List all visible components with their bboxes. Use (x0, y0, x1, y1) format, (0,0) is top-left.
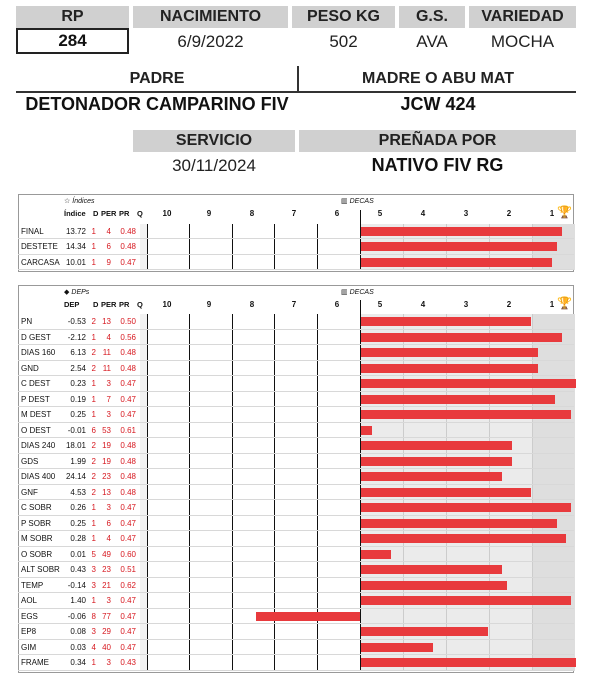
deps_panel-row-line (18, 592, 574, 593)
deps_panel-row-bar (361, 550, 391, 559)
deps_panel-row-d: 6 (91, 425, 96, 435)
indices_panel-scale-label: 2 (506, 209, 512, 218)
deps_panel-row-value: -0.06 (67, 611, 86, 621)
indices_panel-scale-label: 1 (549, 209, 555, 218)
deps_panel-row-pr: 0.47 (120, 394, 136, 404)
deps_panel-row-name: TEMP (21, 580, 44, 590)
indices_panel-col-header: PR (119, 209, 130, 218)
deps_panel-row-d: 3 (91, 565, 96, 574)
deps_panel-row-value: 0.25 (70, 518, 86, 528)
deps_panel-row-name: GNF (21, 487, 38, 497)
deps_panel-row-line (18, 422, 574, 423)
deps_panel-q-col-bg (140, 314, 147, 671)
deps_panel-row-bar (361, 565, 502, 574)
deps_panel-row-name: P DEST (21, 394, 50, 404)
deps_panel-col-header: PR (119, 300, 130, 309)
deps_panel-row-value: -0.01 (67, 425, 86, 435)
padre-label: PADRE (129, 70, 185, 87)
deps_panel-row-bar (361, 410, 571, 419)
deps_panel-row-d: 1 (91, 503, 96, 512)
chart-icon: ▥ (341, 289, 348, 296)
deps_panel-col-header: Q (137, 300, 143, 309)
deps_panel-row-pr: 0.47 (120, 534, 136, 543)
deps_panel-scale-label: 8 (249, 300, 255, 309)
deps_panel-row-per: 11 (102, 363, 111, 373)
deps_panel-row-d: 1 (91, 394, 96, 404)
deps_panel-row-d: 3 (91, 627, 96, 636)
deps_panel-row-line (18, 546, 574, 547)
indices_panel-grid-line (147, 224, 148, 270)
deps_panel-row-d: 1 (91, 332, 96, 342)
deps_panel-row-bar (361, 658, 576, 667)
deps_panel-row-d: 5 (91, 549, 96, 559)
deps_panel-row-name: O SOBR (21, 549, 53, 559)
deps_panel-row-line (18, 344, 574, 345)
deps_panel-row-pr: 0.50 (120, 317, 136, 326)
deps_panel-row-pr: 0.47 (120, 410, 136, 419)
deps_panel-row-value: 0.08 (70, 627, 86, 636)
indices_panel-row-per: 4 (106, 227, 111, 236)
deps_panel-row-bar (361, 364, 538, 373)
madre-value: JCW 424 (400, 94, 476, 114)
indices_panel-row-pr: 0.48 (120, 227, 136, 236)
deps_panel-row-per: 4 (106, 534, 111, 543)
indices_panel-row-name: DESTETE (21, 242, 58, 252)
deps_panel-row-bar (361, 317, 531, 326)
deps_panel-row-per: 3 (106, 410, 111, 419)
indices_panel-row-value: 10.01 (65, 257, 86, 267)
deps_panel-row-per: 53 (102, 425, 111, 435)
deps_panel-row-per: 21 (102, 580, 111, 590)
deps_panel-row-pr: 0.47 (120, 627, 136, 636)
indices_panel-trophy-icon: 🏆 (557, 205, 572, 219)
deps_panel-row-per: 29 (102, 627, 111, 636)
indices_panel-title-text: Índices (72, 198, 95, 205)
indices_panel-row-value: 13.72 (65, 227, 86, 236)
gs-value: AVA (416, 32, 448, 51)
indices_panel-scale-label: 8 (249, 209, 255, 218)
deps_panel-row-per: 3 (106, 596, 111, 605)
deps_panel-row-bar (361, 457, 512, 466)
deps_panel-row-bar (361, 503, 571, 512)
deps_panel-row-d: 3 (91, 580, 96, 590)
deps_panel-row-line (18, 499, 574, 500)
deps_panel-row-name: DIAS 400 (21, 472, 56, 481)
deps_panel-row-value: 0.25 (70, 410, 86, 419)
indices_panel-row-line (18, 238, 574, 239)
deps_panel-row-value: -0.14 (67, 580, 86, 590)
deps_panel-scale-label: 2 (506, 300, 512, 309)
padre-underline (16, 91, 576, 93)
deps_panel-row-per: 3 (106, 503, 111, 512)
indices_panel-row-bar (361, 258, 552, 267)
deps_panel-trophy-icon: 🏆 (557, 296, 572, 310)
deps_panel-row-name: FRAME (21, 658, 49, 667)
deps_panel-row-name: EGS (21, 611, 38, 621)
deps_panel-row-pr: 0.48 (120, 456, 136, 466)
indices_panel-row-name: FINAL (21, 227, 44, 236)
deps_panel-row-line (18, 561, 574, 562)
deps_panel-row-value: 1.99 (70, 456, 86, 466)
nacimiento-label: NACIMIENTO (133, 6, 288, 28)
deps_panel-row-line (18, 360, 574, 361)
deps_panel-row-pr: 0.62 (120, 580, 136, 590)
deps_panel-row-d: 8 (91, 611, 96, 621)
indices_panel-row-d: 1 (91, 242, 96, 252)
indices_panel-scale-label: 5 (377, 209, 383, 218)
deps_panel-row-d: 2 (91, 363, 96, 373)
deps_panel-decas-title (341, 288, 374, 296)
deps_panel-grid-line (232, 314, 233, 671)
deps_panel-row-per: 3 (106, 658, 111, 667)
deps_panel-row-bar (361, 426, 372, 435)
gs-label: G.S. (399, 6, 465, 28)
deps_panel-decas-text: DECAS (349, 289, 374, 296)
deps_panel-row-line (18, 391, 574, 392)
padre-value: DETONADOR CAMPARINO FIV (25, 94, 289, 114)
deps_panel-row-line (18, 670, 574, 671)
deps_panel-row-d: 1 (91, 379, 96, 388)
deps_panel-row-value: 0.03 (70, 642, 86, 652)
deps_panel-scale-label: 9 (206, 300, 212, 309)
deps_panel-scale-label: 3 (463, 300, 469, 309)
servicio-value: 30/11/2024 (172, 156, 256, 175)
deps_panel-scale-label: 7 (291, 300, 297, 309)
deps_panel-row-name: GDS (21, 456, 39, 466)
deps_panel-row-pr: 0.48 (120, 363, 136, 373)
indices_panel-row-name: CARCASA (21, 257, 60, 267)
deps_panel-row-pr: 0.47 (120, 642, 136, 652)
deps_panel-row-per: 6 (106, 518, 111, 528)
deps_panel-scale-label: 4 (420, 300, 426, 309)
deps_panel-row-line (18, 406, 574, 407)
deps_panel-row-d: 1 (91, 596, 96, 605)
indices_panel-row-line (18, 254, 574, 255)
deps_panel-row-pr: 0.48 (120, 441, 136, 450)
deps_panel-row-d: 1 (91, 658, 96, 667)
indices_panel-row-per: 9 (106, 257, 111, 267)
deps_panel-row-value: 0.28 (70, 534, 86, 543)
deps_panel-row-d: 2 (91, 441, 96, 450)
deps_panel-row-d: 1 (91, 410, 96, 419)
rp-value: 284 (16, 28, 129, 54)
deps_panel-row-line (18, 530, 574, 531)
madre-label: MADRE O ABU MAT (362, 70, 514, 87)
deps_panel-row-value: 0.23 (70, 379, 86, 388)
deps_panel-row-value: 0.26 (70, 503, 86, 512)
indices_panel-row-bar (361, 242, 557, 251)
deps_panel-row-pr: 0.51 (120, 565, 136, 574)
indices_panel-row-d: 1 (91, 257, 96, 267)
deps_panel-row-name: DIAS 240 (21, 441, 56, 450)
indices_panel-grid-line (274, 224, 275, 270)
deps_panel-row-pr: 0.48 (120, 348, 136, 357)
deps_panel-row-value: 24.14 (65, 472, 86, 481)
deps_panel-row-line (18, 515, 574, 516)
deps_panel-row-pr: 0.61 (120, 425, 136, 435)
deps_panel-row-name: M SOBR (21, 534, 53, 543)
deps_panel-row-bar (361, 488, 531, 497)
deps_panel-row-line (18, 639, 574, 640)
padre-madre-divider (297, 66, 299, 92)
indices_panel-grid-line (232, 224, 233, 270)
indices_panel-row-line (18, 269, 574, 270)
deps_panel-grid-line (147, 314, 148, 671)
deps_panel-row-pr: 0.47 (120, 503, 136, 512)
deps_panel-row-d: 2 (91, 456, 96, 466)
deps_panel-row-bar (361, 627, 488, 636)
deps_panel-row-bar (256, 612, 360, 621)
deps_panel-row-pr: 0.47 (120, 518, 136, 528)
deps_panel-row-line (18, 375, 574, 376)
deps_panel-row-name: DIAS 160 (21, 348, 56, 357)
deps_panel-row-per: 7 (106, 394, 111, 404)
deps_panel-scale-label: 1 (549, 300, 555, 309)
deps_panel-row-name: ALT SOBR (21, 565, 60, 574)
indices_panel-row-pr: 0.48 (120, 242, 136, 252)
deps_panel-row-bar (361, 581, 507, 590)
indices_panel-scale-label: 4 (420, 209, 426, 218)
indices_panel-scale-label: 3 (463, 209, 469, 218)
deps_panel-row-bar (361, 379, 576, 388)
deps_panel-row-name: M DEST (21, 410, 52, 419)
deps_panel-col-header: DEP (64, 300, 80, 309)
variedad-value: MOCHA (490, 32, 555, 51)
deps_panel-row-per: 23 (102, 472, 111, 481)
deps_panel-row-bar (361, 534, 566, 543)
deps_panel-row-bar (361, 519, 557, 528)
deps_panel-row-d: 2 (91, 348, 96, 357)
deps_panel-row-bar (361, 333, 562, 342)
deps_panel-icon-tag-icon: ◆ (64, 289, 70, 296)
deps_panel-row-per: 23 (102, 565, 111, 574)
indices_panel-grid-line (189, 224, 190, 270)
servicio-label: SERVICIO (133, 130, 295, 152)
deps_panel-row-per: 49 (102, 549, 111, 559)
deps_panel-row-line (18, 623, 574, 624)
deps_panel-row-name: EP8 (21, 627, 37, 636)
deps_panel-row-pr: 0.60 (120, 549, 136, 559)
deps_panel-row-d: 2 (91, 317, 96, 326)
deps_panel-row-per: 4 (106, 332, 111, 342)
indices_panel-scale-label: 9 (206, 209, 212, 218)
deps_panel-row-per: 19 (102, 456, 111, 466)
prenada-label: PREÑADA POR (299, 130, 576, 152)
deps_panel-grid-line (189, 314, 190, 671)
deps_panel-row-value: 2.54 (70, 363, 86, 373)
deps_panel-row-bar (361, 441, 512, 450)
deps_panel-row-line (18, 453, 574, 454)
indices_panel-row-d: 1 (91, 227, 96, 236)
indices_panel-decas-title (341, 197, 374, 205)
deps_panel-row-value: 1.40 (70, 596, 86, 605)
deps_panel-row-name: AOL (21, 596, 38, 605)
indices_panel-title (64, 197, 94, 205)
indices_panel-col-header: PER (101, 209, 117, 218)
deps_panel-row-line (18, 468, 574, 469)
deps_panel-row-value: 0.43 (70, 565, 86, 574)
deps_panel-row-value: 4.53 (70, 487, 86, 497)
deps_panel-row-value: -2.12 (67, 332, 86, 342)
deps_panel-row-line (18, 654, 574, 655)
deps_panel-row-d: 1 (91, 534, 96, 543)
indices_panel-q-col-bg (140, 224, 147, 270)
deps_panel-row-bar (361, 395, 555, 404)
deps_panel-row-name: C SOBR (21, 503, 52, 512)
deps_panel-row-value: 18.01 (65, 441, 86, 450)
deps_panel-row-line (18, 329, 574, 330)
deps_panel-col-header: D (93, 300, 99, 309)
deps_panel-scale-label: 6 (334, 300, 340, 309)
indices_panel-row-per: 6 (106, 242, 111, 252)
deps_panel-row-value: -0.53 (67, 317, 86, 326)
deps_panel-row-pr: 0.47 (120, 379, 136, 388)
indices_panel-col-header: Índice (64, 209, 86, 218)
deps_panel-row-value: 0.19 (70, 394, 86, 404)
deps_panel-row-bar (361, 643, 433, 652)
deps_panel-title-text: DEPs (71, 289, 90, 296)
deps_panel-row-bar (361, 472, 502, 481)
deps_panel-row-pr: 0.56 (120, 332, 136, 342)
deps_panel-row-per: 19 (102, 441, 111, 450)
indices_panel-scale-label: 7 (291, 209, 297, 218)
deps_panel-row-bar (361, 596, 571, 605)
deps_panel-row-name: P SOBR (21, 518, 52, 528)
deps_panel-row-name: D GEST (21, 332, 51, 342)
deps_panel-scale-label: 5 (377, 300, 383, 309)
peso-value: 502 (329, 32, 358, 51)
indices_panel-scale-label: 6 (334, 209, 340, 218)
peso-label: PESO KG (292, 6, 395, 28)
deps_panel-row-d: 1 (91, 518, 96, 528)
deps_panel-row-pr: 0.48 (120, 487, 136, 497)
nacimiento-value: 6/9/2022 (177, 32, 244, 51)
deps_panel-row-name: C DEST (21, 379, 51, 388)
indices_panel-col-header: D (93, 209, 99, 218)
deps_panel-row-value: 0.34 (70, 658, 86, 667)
deps_panel-row-line (18, 577, 574, 578)
deps_panel-row-line (18, 437, 574, 438)
indices_panel-row-value: 14.34 (65, 242, 86, 252)
rp-label: RP (16, 6, 129, 28)
deps_panel-row-per: 3 (106, 379, 111, 388)
indices_panel-decas-text: DECAS (349, 198, 374, 205)
deps_panel-row-line (18, 608, 574, 609)
indices_panel-row-pr: 0.47 (120, 257, 136, 267)
chart-icon: ▥ (341, 198, 348, 205)
deps_panel-row-name: GIM (21, 642, 37, 652)
deps_panel-row-line (18, 484, 574, 485)
deps_panel-deca-cell-bg (532, 314, 575, 671)
deps_panel-row-d: 2 (91, 487, 96, 497)
indices_panel-icon-star-icon: ☆ (64, 198, 71, 205)
deps_panel-title (64, 288, 89, 296)
variedad-label: VARIEDAD (469, 6, 576, 28)
deps_panel-row-per: 11 (102, 348, 111, 357)
indices_panel-col-header: Q (137, 209, 143, 218)
deps_panel-row-d: 4 (91, 642, 96, 652)
deps_panel-row-name: GND (21, 363, 39, 373)
deps_panel-row-d: 2 (91, 472, 96, 481)
deps_panel-row-per: 13 (102, 487, 111, 497)
deps_panel-row-name: O DEST (21, 425, 51, 435)
deps_panel-row-per: 13 (102, 317, 111, 326)
indices_panel-scale-label: 10 (162, 209, 172, 218)
indices_panel-grid-line (317, 224, 318, 270)
deps_panel-row-value: 6.13 (70, 348, 86, 357)
deps_panel-row-bar (361, 348, 538, 357)
deps_panel-row-per: 77 (102, 611, 111, 621)
prenada-value: NATIVO FIV RG (371, 155, 504, 175)
deps_panel-row-name: PN (21, 317, 33, 326)
deps_panel-row-pr: 0.43 (120, 658, 136, 667)
deps_panel-row-pr: 0.47 (120, 611, 136, 621)
deps_panel-row-pr: 0.47 (120, 596, 136, 605)
deps_panel-row-value: 0.01 (70, 549, 86, 559)
deps_panel-row-per: 40 (102, 642, 111, 652)
deps_panel-row-pr: 0.48 (120, 472, 136, 481)
deps_panel-scale-label: 10 (162, 300, 172, 309)
indices_panel-row-bar (361, 227, 562, 236)
deps_panel-col-header: PER (101, 300, 117, 309)
